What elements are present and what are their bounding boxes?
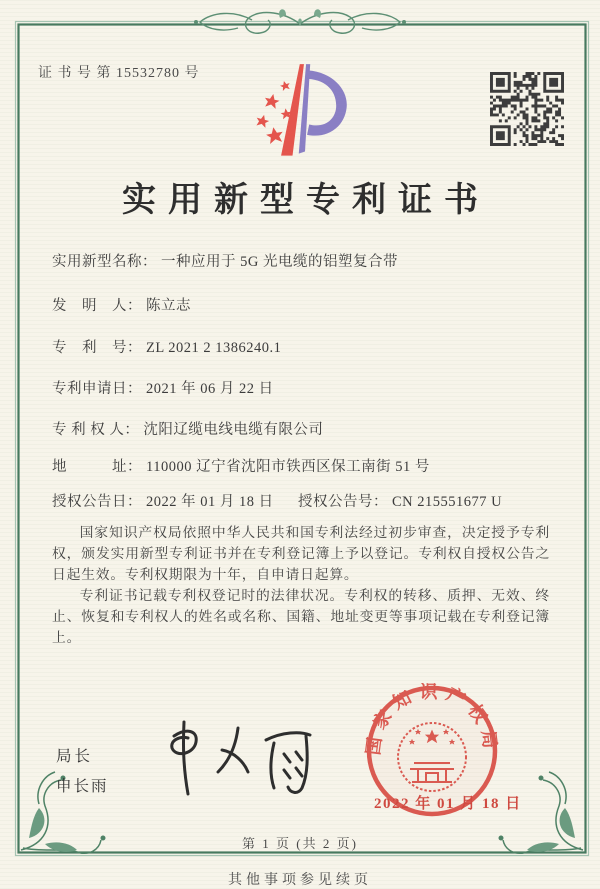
field-row-patent-number [52, 336, 281, 357]
commissioner-title: 局长 [56, 748, 94, 765]
commissioner-block [56, 744, 109, 796]
field-value: 陈立志 [146, 298, 191, 314]
next-page-cut-text: 其他事项参见续页 [228, 873, 372, 888]
field-value: 110000 辽宁省沈阳市铁西区保工南街 51 号 [146, 459, 430, 475]
grant-statement: 国家知识产权局依照中华人民共和国专利法经过初步审查，决定授予专利权，颁发实用新型专利证书并在专利登记簿上予以登记。专利权自授权公告之日起生效。专利权期限为十年，自申请日起算。 [52, 525, 550, 582]
field-label: 专 利 号： [52, 340, 142, 356]
seal-date: 2022 年 01 月 18 日 [374, 796, 522, 812]
qr-code-icon [490, 72, 564, 146]
field-value: 一种应用于 5G 光电缆的铝塑复合带 [161, 254, 398, 270]
field-label: 授权公告日： [52, 494, 142, 510]
certificate-number: 证 书 号 第 15532780 号 [38, 66, 200, 81]
field-value: CN 215551677 U [392, 494, 503, 510]
logo-p-bowl [305, 70, 347, 135]
field-label: 授权公告号： [298, 494, 388, 510]
field-row-filing-date [52, 377, 274, 398]
field-label: 地 址： [52, 459, 142, 475]
field-value: 2022 年 01 月 18 日 [146, 494, 274, 510]
field-label: 专 利 权 人： [52, 422, 140, 438]
cnipa-logo-icon [253, 60, 357, 164]
field-label: 专利申请日： [52, 381, 142, 397]
page-number: 第 1 页 (共 2 页) [242, 836, 358, 851]
field-label: 实用新型名称： [52, 254, 157, 270]
field-label: 发 明 人： [52, 298, 142, 314]
field-row-inventor [52, 294, 191, 315]
registry-statement: 专利证书记载专利权登记时的法律状况。专利权的转移、质押、无效、终止、恢复和专利权人的姓名或名称、国籍、地址变更等事项记载在专利登记簿上。 [52, 588, 550, 645]
field-row-address [52, 455, 430, 476]
field-row-patentee [52, 418, 323, 439]
commissioner-name: 申长雨 [56, 778, 109, 795]
field-value: 沈阳辽缆电线电缆有限公司 [143, 422, 324, 438]
field-row-invention-name [52, 250, 398, 271]
field-row-grant [52, 490, 503, 511]
commissioner-signature-icon [150, 716, 320, 796]
field-value: 2021 年 06 月 22 日 [146, 381, 274, 397]
field-value: ZL 2021 2 1386240.1 [146, 340, 282, 356]
certificate-title: 实用新型专利证书 [122, 182, 490, 219]
seal-text: 国家知识产权局 [364, 683, 500, 757]
field-row-grant-number [298, 490, 502, 511]
